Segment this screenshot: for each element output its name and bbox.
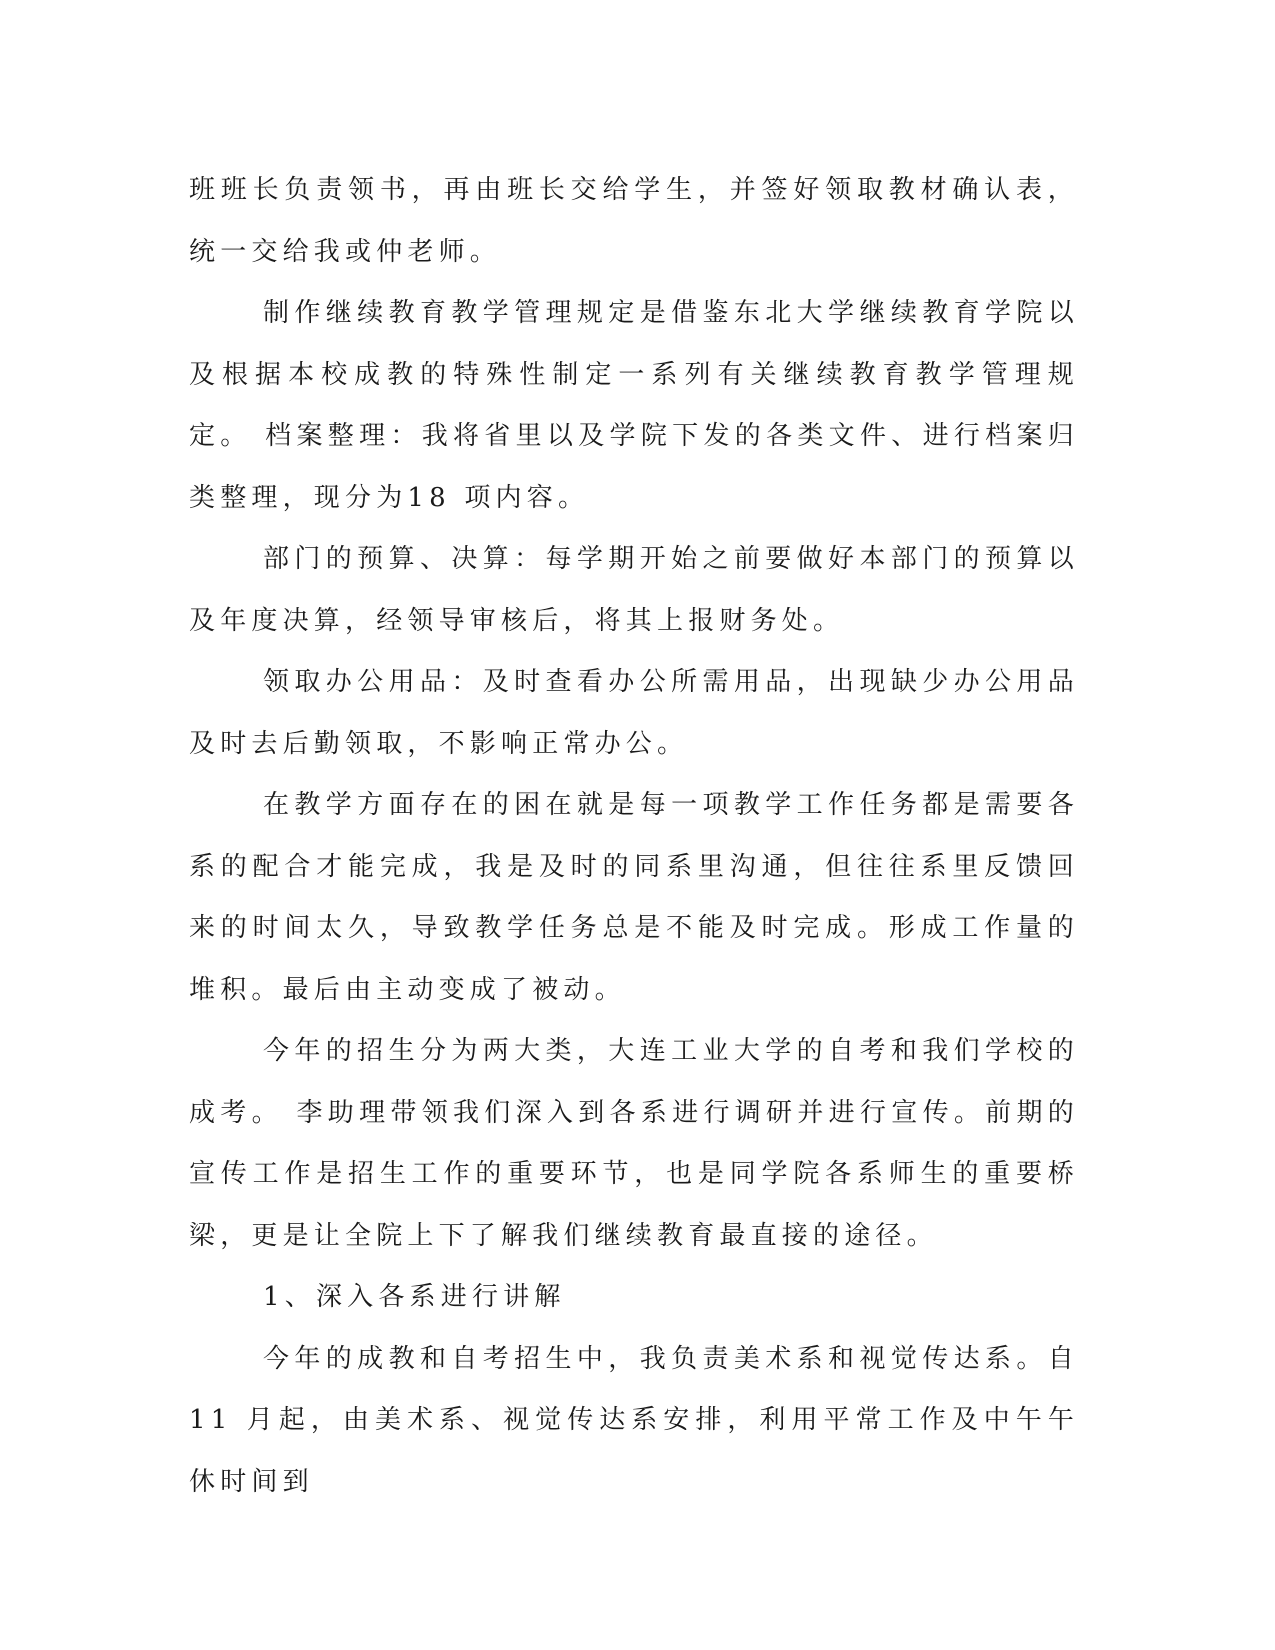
paragraph-7: 今年的成教和自考招生中，我负责美术系和视觉传达系。自 11 月起，由美术系、视觉传达系安排，利用平常工作及中午午休时间到	[189, 1343, 1079, 1497]
document-body	[189, 160, 1079, 1513]
paragraph-2: 制作继续教育教学管理规定是借鉴东北大学继续教育学院以及根据本校成教的特殊性制定一系列有关继续教育教学管理规定。 档案整理：我将省里以及学院下发的各类文件、进行档案归类整理，现分为18 项内容。	[189, 298, 1079, 513]
section-heading: 1、深入各系进行讲解	[263, 1282, 566, 1312]
paragraph-4: 领取办公用品：及时查看办公所需用品，出现缺少办公用品及时去后勤领取，不影响正常办公。	[189, 667, 1079, 759]
paragraph-1: 班班长负责领书，再由班长交给学生，并签好领取教材确认表，统一交给我或仲老师。	[189, 175, 1079, 267]
paragraph-6: 今年的招生分为两大类，大连工业大学的自考和我们学校的成考。 李助理带领我们深入到各系进行调研并进行宣传。前期的宣传工作是招生工作的重要环节，也是同学院各系师生的重要桥梁，更是让全院上下了解我们继续教育最直接的途径。	[189, 1036, 1079, 1251]
paragraph-3: 部门的预算、决算：每学期开始之前要做好本部门的预算以及年度决算，经领导审核后，将其上报财务处。	[189, 544, 1079, 636]
paragraph-5: 在教学方面存在的困在就是每一项教学工作任务都是需要各系的配合才能完成，我是及时的同系里沟通，但往往系里反馈回来的时间太久，导致教学任务总是不能及时完成。形成工作量的堆积。最后由主动变成了被动。	[189, 790, 1079, 1005]
